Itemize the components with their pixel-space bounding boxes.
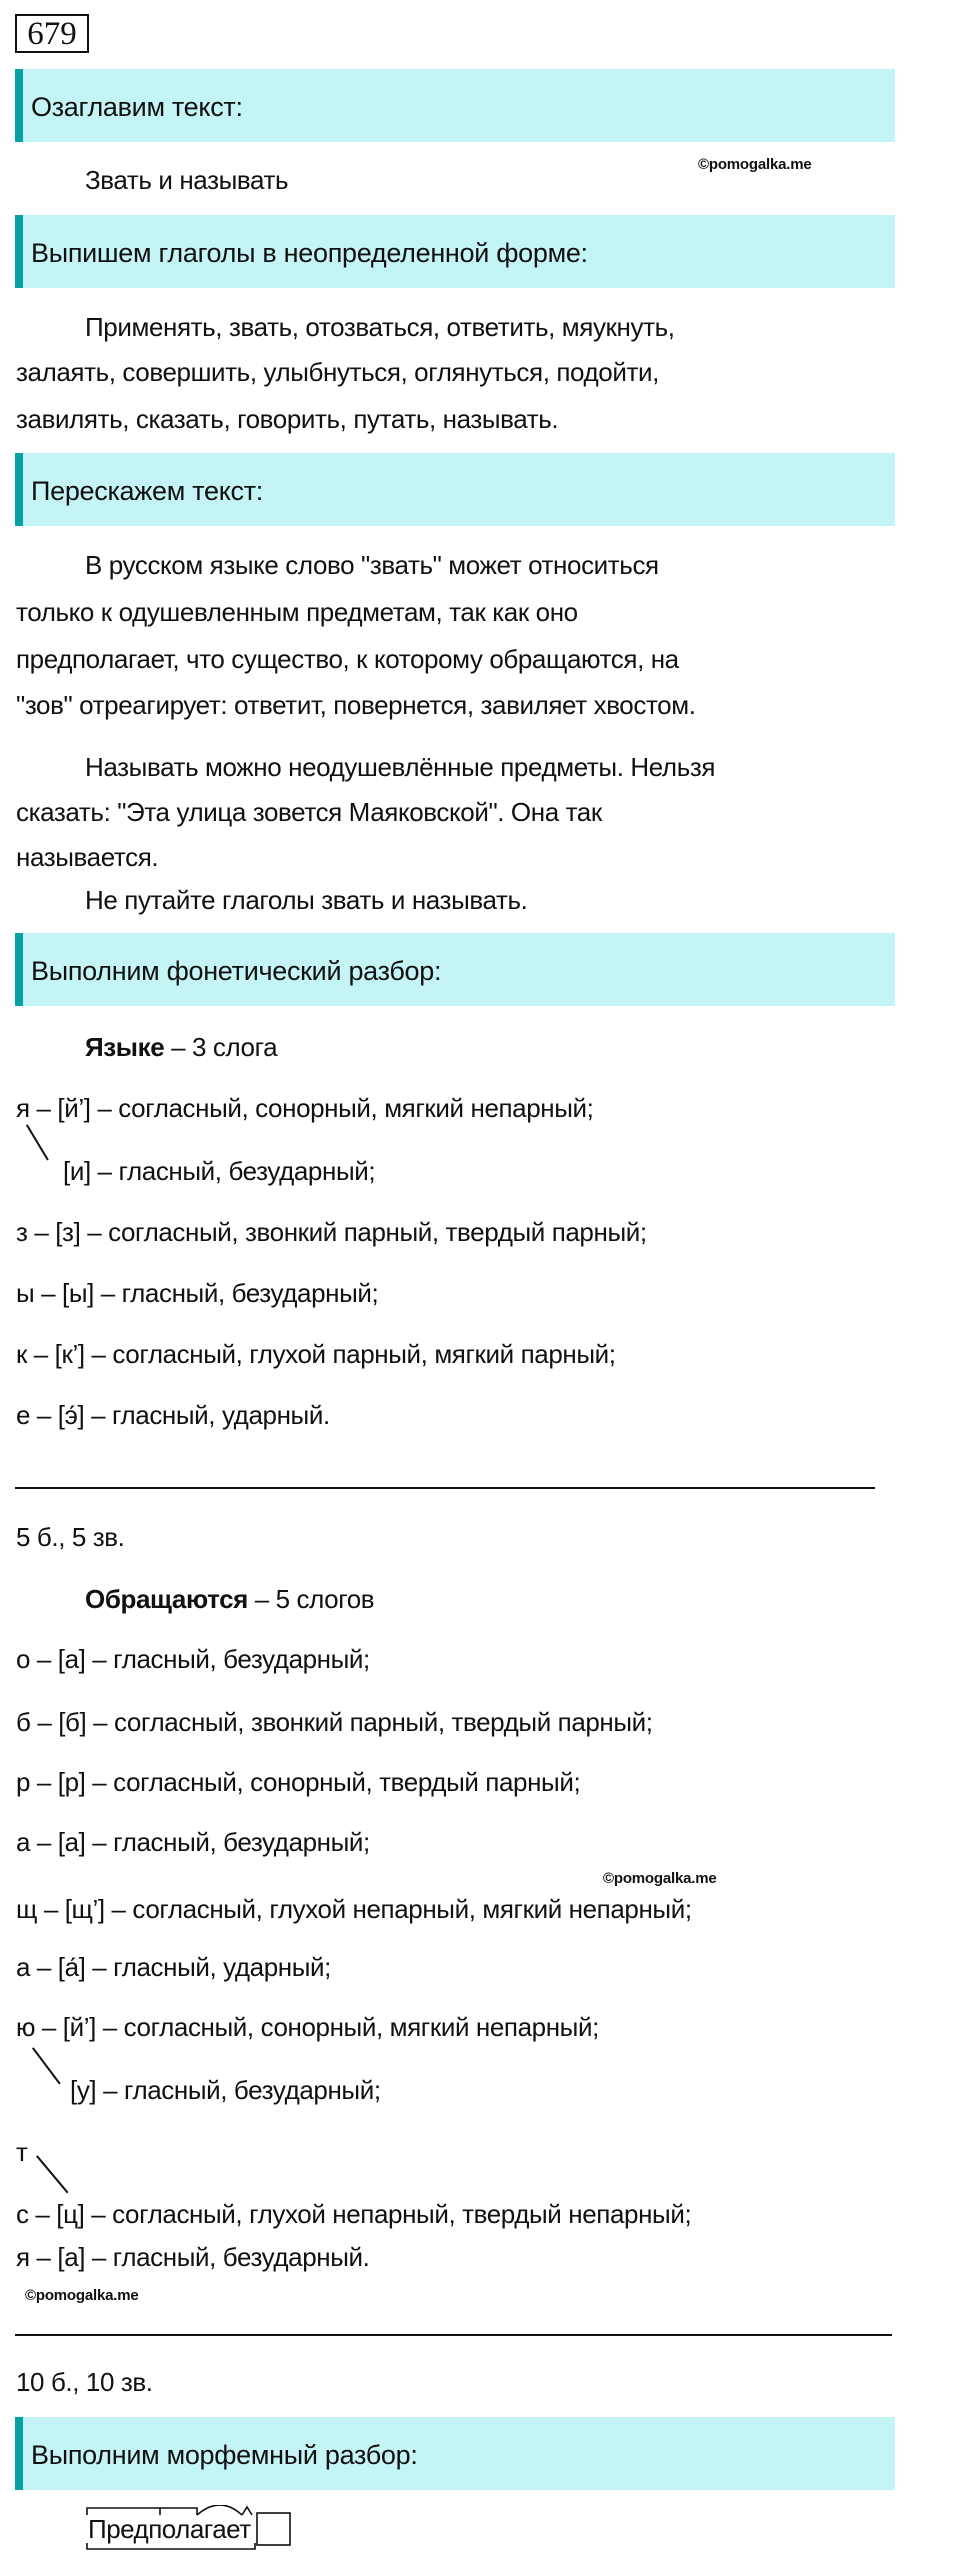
section-header-morphemic xyxy=(15,2417,895,2490)
phonetic-word-heading xyxy=(85,1584,374,1614)
banner-accent-bar xyxy=(15,933,23,1006)
watermark: ©pomogalka.me xyxy=(698,156,812,173)
banner-accent-bar xyxy=(15,453,23,526)
phonetic-row: [и] – гласный, безударный; xyxy=(63,1156,376,1186)
retell-line: "зов" отреагирует: ответит, повернется, завиляет хвостом. xyxy=(16,690,696,720)
syllable-count: – 5 слогов xyxy=(247,1584,375,1614)
morpheme-word: Предполагает xyxy=(88,2514,251,2544)
section-header-verbs xyxy=(15,215,895,288)
phonetic-row: р – [р] – согласный, сонорный, твердый парный; xyxy=(16,1767,581,1797)
verbs-line: завилять, сказать, говорить, путать, называть. xyxy=(16,404,559,434)
phonetic-row: т xyxy=(16,2137,28,2167)
section-header-title xyxy=(15,69,895,142)
watermark: ©pomogalka.me xyxy=(603,1870,717,1887)
connector-line xyxy=(36,2155,68,2193)
phonetic-row: я – [й’] – согласный, сонорный, мягкий непарный; xyxy=(16,1093,594,1123)
morpheme-diagram xyxy=(86,2505,292,2551)
section-header-phonetic xyxy=(15,933,895,1006)
banner-accent-bar xyxy=(15,2417,23,2490)
retell-line: сказать: "Эта улица зовется Маяковской". Она так xyxy=(16,797,602,827)
phonetic-summary: 5 б., 5 зв. xyxy=(16,1522,125,1552)
phonetic-row: з – [з] – согласный, звонкий парный, твердый парный; xyxy=(16,1217,647,1247)
phonetic-word: Обращаются xyxy=(85,1584,248,1614)
text-title: Звать и называть xyxy=(85,165,289,195)
syllable-count: – 3 слога xyxy=(164,1032,278,1062)
phonetic-row: о – [а] – гласный, безударный; xyxy=(16,1644,370,1674)
section-header-label: Выполним фонетический разбор: xyxy=(31,956,442,986)
phonetic-row: ы – [ы] – гласный, безударный; xyxy=(16,1278,379,1308)
retell-line: только к одушевленным предметам, так как оно xyxy=(16,597,578,627)
divider xyxy=(15,2334,892,2336)
watermark: ©pomogalka.me xyxy=(25,2287,139,2304)
verbs-line: залаять, совершить, улыбнуться, оглянуться, подойти, xyxy=(16,357,659,387)
retell-line: Называть можно неодушевлённые предметы. Нельзя xyxy=(85,752,716,782)
retell-line: предполагает, что существо, к которому обращаются, на xyxy=(16,644,679,674)
phonetic-row: щ – [щ’] – согласный, глухой непарный, мягкий непарный; xyxy=(16,1894,692,1924)
phonetic-row: я – [а] – гласный, безударный. xyxy=(16,2242,370,2272)
banner-accent-bar xyxy=(15,215,23,288)
connector-line xyxy=(32,2047,60,2084)
section-header-label: Выпишем глаголы в неопределенной форме: xyxy=(31,238,588,268)
phonetic-row: [у] – гласный, безударный; xyxy=(70,2075,381,2105)
verbs-line: Применять, звать, отозваться, ответить, мяукнуть, xyxy=(85,312,675,342)
section-header-label: Выполним морфемный разбор: xyxy=(31,2440,418,2470)
phonetic-word: Языке xyxy=(85,1032,165,1062)
phonetic-row: а – [а] – гласный, безударный; xyxy=(16,1827,370,1857)
phonetic-row: б – [б] – согласный, звонкий парный, твердый парный; xyxy=(16,1707,653,1737)
section-header-label: Перескажем текст: xyxy=(31,476,263,506)
connector-line xyxy=(26,1124,48,1160)
retell-line: называется. xyxy=(16,842,159,872)
retell-line: Не путайте глаголы звать и называть. xyxy=(85,885,528,915)
retell-line: В русском языке слово "звать" может относиться xyxy=(85,550,659,580)
phonetic-row: ю – [й’] – согласный, сонорный, мягкий непарный; xyxy=(16,2012,599,2042)
section-header-retell xyxy=(15,453,895,526)
phonetic-word-heading xyxy=(85,1032,277,1062)
phonetic-row: к – [к’] – согласный, глухой парный, мягкий парный; xyxy=(16,1339,616,1369)
phonetic-summary: 10 б., 10 зв. xyxy=(16,2367,153,2397)
divider xyxy=(15,1487,875,1489)
section-header-label: Озаглавим текст: xyxy=(31,92,243,122)
phonetic-row: с – [ц] – согласный, глухой непарный, твердый непарный; xyxy=(16,2199,692,2229)
banner-accent-bar xyxy=(15,69,23,142)
exercise-number: 679 xyxy=(15,14,89,53)
phonetic-row: а – [а́] – гласный, ударный; xyxy=(16,1952,331,1982)
phonetic-row: е – [э́] – гласный, ударный. xyxy=(16,1400,330,1430)
